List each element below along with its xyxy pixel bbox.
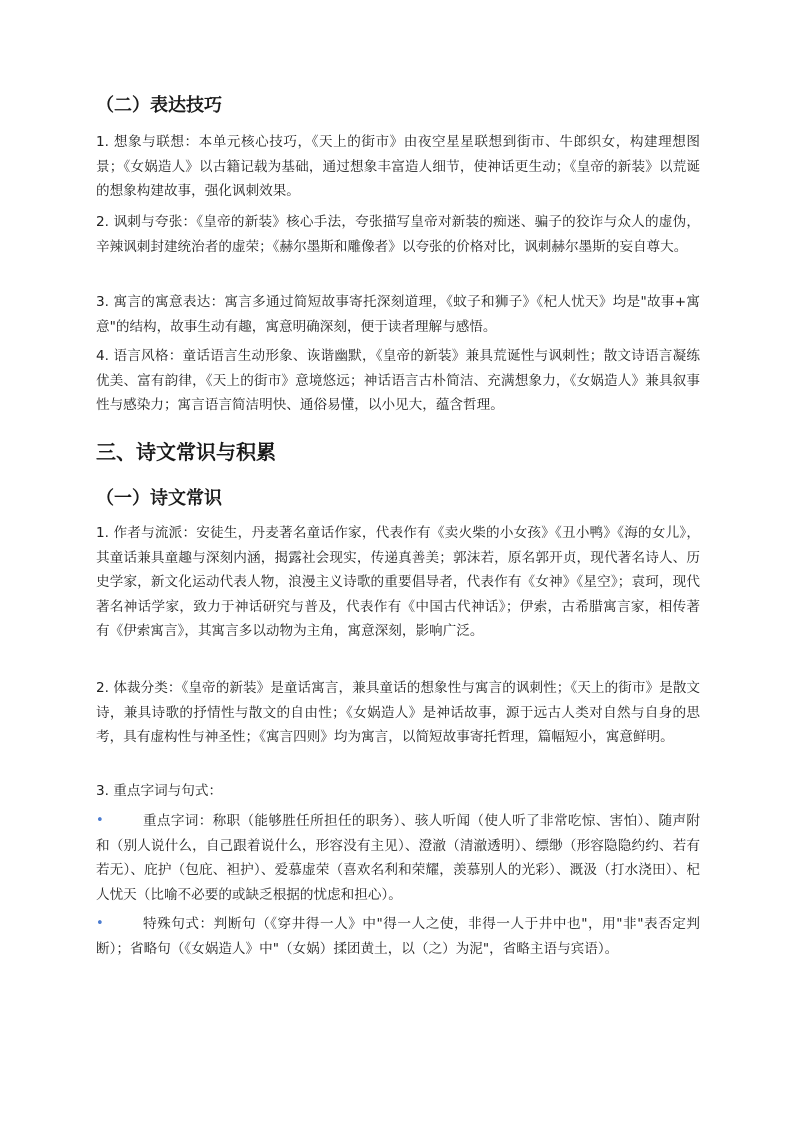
- paragraph-key-words-heading: 3. 重点字词与句式：: [96, 783, 223, 799]
- bullet-icon: •: [96, 813, 104, 828]
- paragraph-satire: 2. 讽刺与夸张：《皇帝的新装》核心手法，夸张描写皇帝对新装的痴迷、骗子的狡诈与众人的虚伪，辛辣讽刺封建统治者的虚荣；《赫尔墨斯和雕像者》以夸张的价格对比，讽刺赫尔墨斯的妄自尊大。: [96, 214, 700, 255]
- paragraph-authors: 1. 作者与流派：安徒生，丹麦著名童话作家，代表作有《卖火柴的小女孩》《丑小鸭》《海的女儿》，其童话兼具童趣与深刻内涵，揭露社会现实，传递真善美；郭沫若，原名郭开贞，现代著名诗人、历史学家，新文化运动代表人物，浪漫主义诗歌的重要倡导者，代表作有《女神》《星空》；袁珂，现代著名神话学家，致力于神话研究与普及，代表作有《中国古代神话》；伊索，古希腊寓言家，相传著有《伊索寓言》，其寓言多以动物为主角，寓意深刻，影响广泛。: [96, 525, 700, 639]
- bullet-text-key-words: 重点字词：称职（能够胜任所担任的职务）、骇人听闻（使人听了非常吃惊、害怕）、随声附和（别人说什么，自己跟着说什么，形容没有主见）、澄澈（清澈透明）、缥缈（形容隐隐约约、若有若无）、庇护（包庇、袒护）、爱慕虚荣（喜欢名利和荣耀，羡慕别人的光彩）、溉汲（打水浇田）、杞人忧天（比喻不必要的或缺乏根据的忧虑和担心）。: [96, 813, 700, 903]
- list-item: [96, 912, 700, 961]
- paragraph-genres: 2. 体裁分类：《皇帝的新装》是童话寓言，兼具童话的想象性与寓言的讽刺性；《天上的街市》是散文诗，兼具诗歌的抒情性与散文的自由性；《女娲造人》是神话故事，源于远古人类对自然与自身的思考，具有虚构性与神圣性；《寓言四则》均为寓言，以简短故事寄托哲理，篇幅短小，寓意鲜明。: [96, 680, 700, 745]
- section-heading-literary-knowledge: 三、诗文常识与积累: [96, 440, 276, 464]
- section-heading-expression-techniques: （二）表达技巧: [96, 95, 222, 116]
- paragraph-language-style: 4. 语言风格：童话语言生动形象、诙谐幽默，《皇帝的新装》兼具荒诞性与讽刺性；散文诗语言凝练优美、富有韵律，《天上的街市》意境悠远；神话语言古朴简洁、充满想象力，《女娲造人》兼具叙事性与感染力；寓言语言简洁明快、通俗易懂，以小见大，蕴含哲理。: [96, 348, 700, 413]
- list-item: [96, 809, 700, 907]
- section-heading-literary-common-sense: （一）诗文常识: [96, 488, 222, 509]
- bullet-text-special-sentences: 特殊句式：判断句（《穿井得一人》中"得一人之使，非得一人于井中也"，用"非"表否定判断）；省略句（《女娲造人》中"（女娲）揉团黄土，以（之）为泥"，省略主语与宾语）。: [96, 916, 700, 957]
- paragraph-fable-meaning: 3. 寓言的寓意表达：寓言多通过简短故事寄托深刻道理，《蚊子和狮子》《杞人忧天》均是"故事+寓意"的结构，故事生动有趣，寓意明确深刻，便于读者理解与感悟。: [96, 294, 700, 335]
- bullet-icon: •: [96, 916, 104, 931]
- paragraph-imagination: 1. 想象与联想：本单元核心技巧，《天上的街市》由夜空星星联想到街市、牛郎织女，构建理想图景；《女娲造人》以古籍记载为基础，通过想象丰富造人细节，使神话更生动；《皇帝的新装》以荒诞的想象构建故事，强化讽刺效果。: [96, 134, 700, 199]
